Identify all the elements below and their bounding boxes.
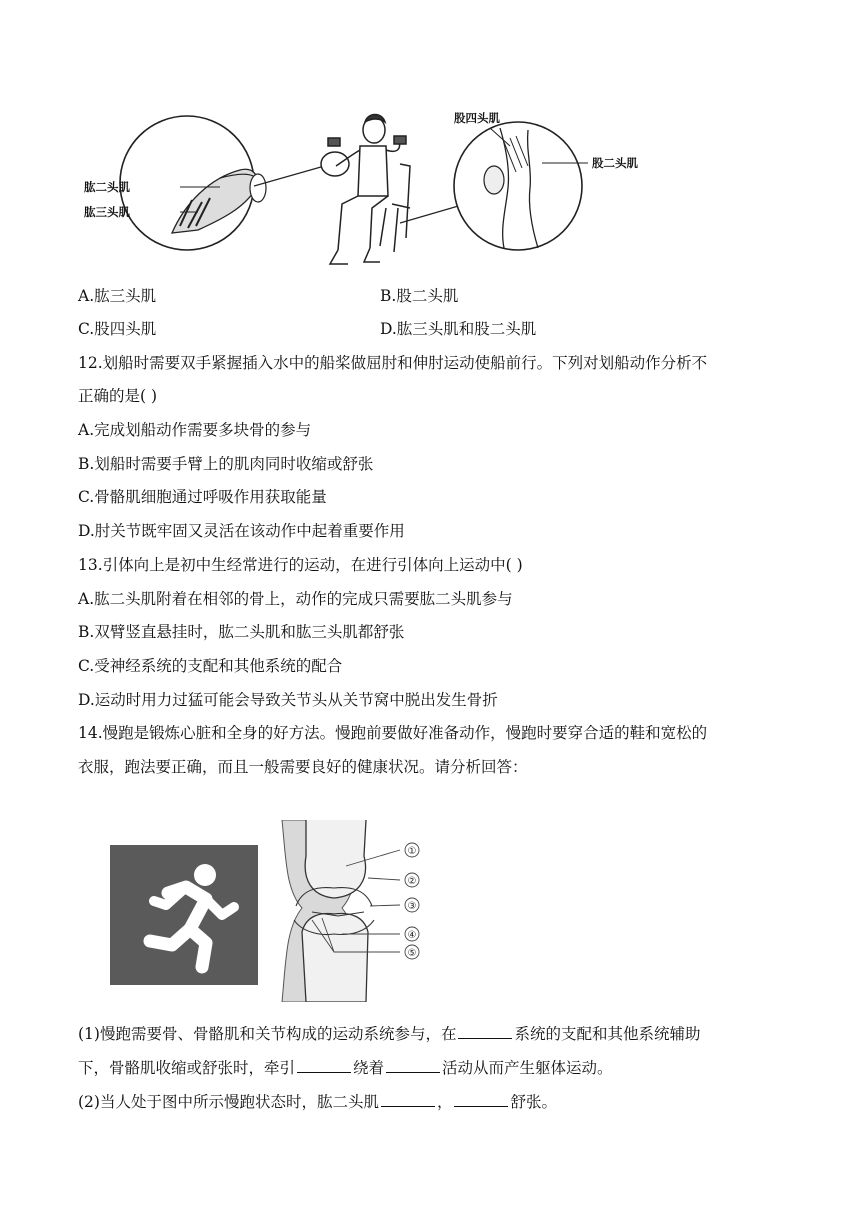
q13-stem: 13.引体向上是初中生经常进行的运动，在进行引体向上运动中( ) xyxy=(78,556,523,574)
exercise-muscle-figure xyxy=(80,108,660,274)
joint-label-3: ③ xyxy=(407,901,417,912)
answer-blank-3[interactable] xyxy=(386,1058,440,1073)
q12-option-d: D.肘关节既牢固又灵活在该动作中起着重要作用 xyxy=(78,522,405,540)
label-triceps: 肱三头肌 xyxy=(84,205,130,219)
q12-stem-line1: 12.划船时需要双手紧握插入水中的船桨做屈肘和伸肘运动使船前行。下列对划船动作分析不 xyxy=(78,354,708,372)
q14-part1-line1 xyxy=(78,1024,788,1044)
q12-option-b: B.划船时需要手臂上的肌肉同时收缩或舒张 xyxy=(78,455,374,473)
q12-stem-line2: 正确的是( ) xyxy=(78,387,158,405)
q11-option-c: C.股四头肌 xyxy=(78,320,157,338)
q14-part2-text-c: 舒张。 xyxy=(510,1093,557,1111)
q13-option-d: D.运动时用力过猛可能会导致关节头从关节窝中脱出发生骨折 xyxy=(78,691,498,709)
answer-blank-1[interactable] xyxy=(458,1024,512,1039)
q14-stem-line1: 14.慢跑是锻炼心脏和全身的好方法。慢跑前要做好准备动作，慢跑时要穿合适的鞋和宽松的 xyxy=(78,724,708,742)
q14-part1-text-a: (1)慢跑需要骨、骨骼肌和关节构成的运动系统参与，在 xyxy=(78,1025,457,1043)
joint-label-1: ① xyxy=(407,846,417,857)
q14-part1-text-b: 系统的支配和其他系统辅助 xyxy=(514,1025,701,1043)
label-hamstring: 股二头肌 xyxy=(592,156,638,170)
q11-option-a: A.肱三头肌 xyxy=(78,287,157,305)
q11-option-d: D.肱三头肌和股二头肌 xyxy=(380,320,537,338)
q14-part2-text-a: (2)当人处于图中所示慢跑状态时，肱二头肌 xyxy=(78,1093,379,1111)
q11-option-b: B.股二头肌 xyxy=(380,287,459,305)
q14-part1-text-d: 绕着 xyxy=(353,1059,385,1077)
q14-part1-text-c: 下，骨骼肌收缩或舒张时，牵引 xyxy=(78,1059,296,1077)
joint-label-4: ④ xyxy=(407,930,417,941)
q11-option-row-1 xyxy=(78,286,788,306)
knee-joint-diagram xyxy=(272,820,432,1002)
answer-blank-2[interactable] xyxy=(297,1058,351,1073)
q12-option-c: C.骨骼肌细胞通过呼吸作用获取能量 xyxy=(78,488,327,506)
q14-part1-line2 xyxy=(78,1058,788,1078)
q11-option-row-2 xyxy=(78,319,788,339)
joint-label-2: ② xyxy=(407,876,417,887)
answer-blank-4[interactable] xyxy=(381,1092,435,1107)
q12-option-a: A.完成划船动作需要多块骨的参与 xyxy=(78,421,312,439)
q13-option-b: B.双臂竖直悬挂时，肱二头肌和肱三头肌都舒张 xyxy=(78,623,405,641)
q14-part2-text-b: ， xyxy=(436,1093,453,1111)
q14-part1-text-e: 活动从而产生躯体运动。 xyxy=(442,1059,613,1077)
q14-stem-line2: 衣服，跑法要正确，而且一般需要良好的健康状况。请分析回答： xyxy=(78,758,528,776)
answer-blank-5[interactable] xyxy=(454,1092,508,1107)
q13-option-a: A.肱二头肌附着在相邻的骨上，动作的完成只需要肱二头肌参与 xyxy=(78,590,513,608)
joint-label-5: ⑤ xyxy=(407,948,417,959)
q13-option-c: C.受神经系统的支配和其他系统的配合 xyxy=(78,657,343,675)
label-quadriceps: 股四头肌 xyxy=(454,111,500,125)
running-person-icon xyxy=(110,845,258,985)
q14-part2-line xyxy=(78,1092,788,1112)
label-biceps: 肱二头肌 xyxy=(84,180,130,194)
